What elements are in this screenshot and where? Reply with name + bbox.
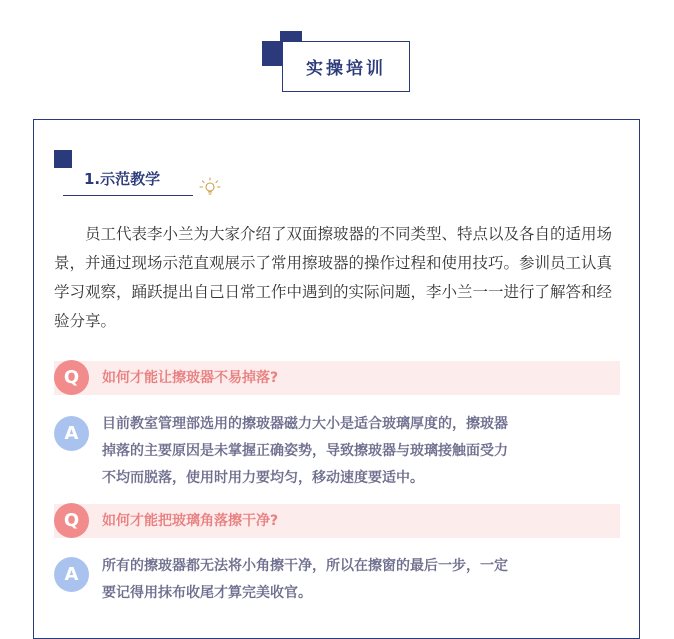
question-text: 如何才能把玻璃角落擦干净?: [102, 513, 279, 529]
answer-text: [102, 411, 612, 492]
section-underline: [63, 195, 193, 196]
answer-line: 要记得用抹布收尾才算完美收官。: [102, 585, 312, 601]
question-text: 如何才能让擦玻器不易掉落?: [102, 370, 279, 386]
lightbulb-icon: [198, 176, 222, 198]
answer-line: 不均而脱落，使用时用力要均匀，移动速度要适中。: [102, 470, 424, 486]
answer-text: [102, 553, 612, 607]
intro-paragraph: 员工代表李小兰为大家介绍了双面擦玻器的不同类型、特点以及各自的适用场景，并通过现场示范直观展示了常用擦玻器的操作过程和使用技巧。参训员工认真学习观察，踊跃提出自己日常工作中遇到的实际问题，李小兰一一进行了解答和经验分享。: [54, 225, 613, 330]
answer-line: 目前教室管理部选用的擦玻器磁力大小是适合玻璃厚度的，擦玻器: [102, 416, 508, 432]
header-box: [282, 41, 410, 92]
section-header: [262, 31, 412, 93]
question-badge: Q: [54, 503, 89, 538]
question-badge: Q: [54, 360, 89, 395]
section-decor-square: [54, 150, 72, 168]
answer-badge: A: [54, 416, 89, 451]
page-title: 实操培训: [306, 59, 386, 79]
content-card: [33, 119, 640, 639]
answer-line: 所有的擦玻器都无法将小角擦干净，所以在擦窗的最后一步，一定: [102, 558, 508, 574]
answer-badge: A: [54, 557, 89, 592]
answer-line: 掉落的主要原因是未掌握正确姿势，导致擦玻器与玻璃接触面受力: [102, 443, 508, 459]
section-title: 1.示范教学: [84, 170, 161, 188]
